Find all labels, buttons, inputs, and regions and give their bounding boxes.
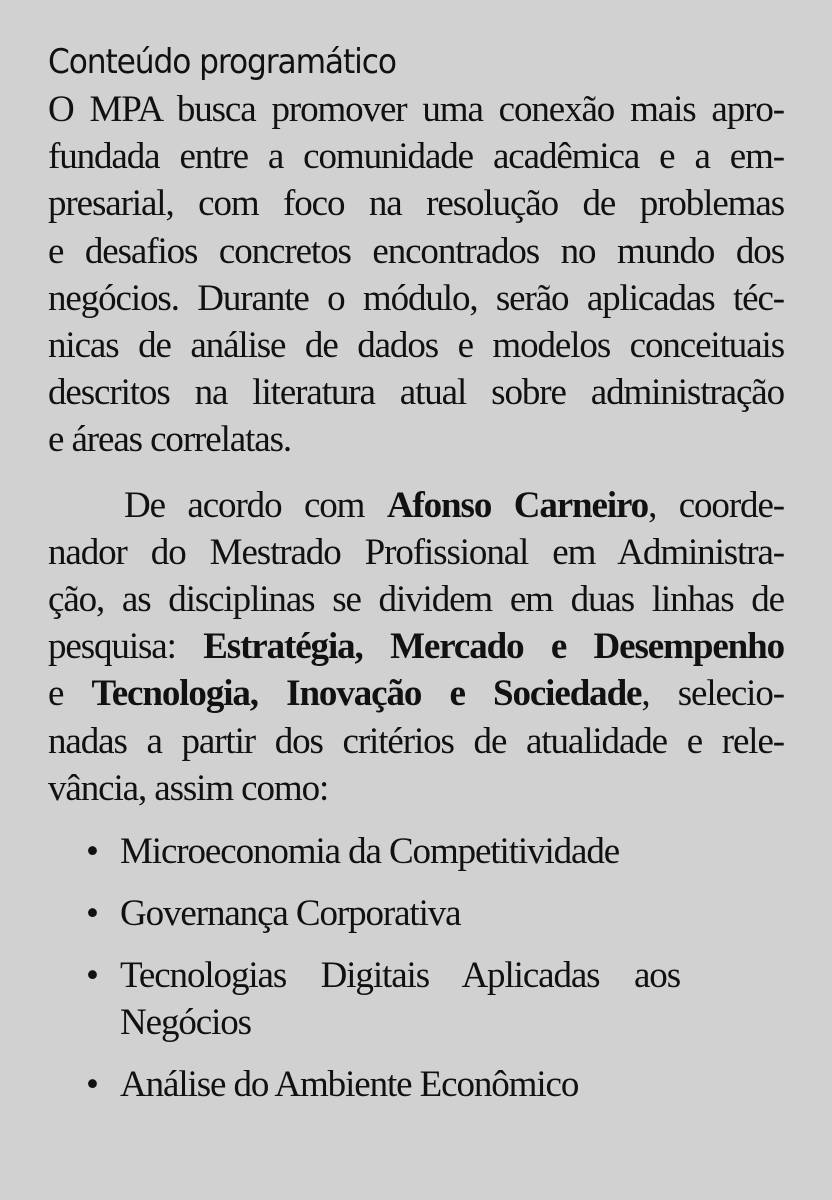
list-item-label: Microeconomia da Competitividade: [120, 831, 620, 873]
paragraph-intro: [48, 86, 784, 464]
bullet-icon: •: [86, 893, 98, 935]
text-run: e: [48, 673, 92, 715]
paragraph-coordinator: [48, 482, 784, 812]
text-run: , coorde-: [648, 484, 784, 526]
text-run: pesquisa:: [48, 626, 204, 668]
text-run: , selecio-: [641, 673, 784, 715]
list-item: [48, 1061, 784, 1108]
list-item: [48, 952, 680, 1046]
text-run: De acordo com: [124, 484, 387, 526]
text-line: [48, 482, 784, 529]
section-heading: Conteúdo programático: [48, 42, 396, 82]
text-line: e áreas correlatas.: [48, 419, 292, 461]
bullet-icon: •: [86, 831, 98, 873]
text-line: nicas de análise de dados e modelos conceituais: [48, 325, 784, 367]
text-line: descritos na literatura atual sobre administração: [48, 372, 784, 414]
text-line: e desafios concretos encontrados no mundo dos: [48, 230, 784, 272]
bullet-icon: •: [86, 955, 98, 997]
text-line: [48, 623, 784, 670]
text-line: fundada entre a comunidade acadêmica e a em-: [48, 136, 784, 178]
list-item: [48, 828, 784, 875]
coordinator-name: Afonso Carneiro: [386, 484, 649, 526]
text-line: nador do Mestrado Profissional em Administra-: [48, 531, 784, 573]
text-line: presarial, com foco na resolução de problemas: [48, 183, 784, 225]
bullet-icon: •: [86, 1064, 98, 1106]
discipline-list: [48, 828, 784, 1108]
text-line: vância, assim como:: [48, 767, 329, 809]
list-item-label: Tecnologias Digitais Aplicadas aos Negócios: [120, 955, 680, 1044]
text-line: ção, as disciplinas se dividem em duas linhas de: [48, 579, 784, 621]
text-line: O MPA busca promover uma conexão mais apro-: [48, 89, 784, 130]
text-line: negócios. Durante o módulo, serão aplicadas téc-: [48, 277, 784, 319]
list-item: [48, 890, 784, 937]
list-item-label: Governança Corporativa: [120, 893, 461, 935]
research-line-1: Estratégia, Mercado e Desempenho: [203, 626, 784, 668]
text-line: nadas a partir dos critérios de atualidade e rele-: [48, 720, 784, 762]
list-item-label: Análise do Ambiente Econômico: [120, 1064, 579, 1106]
document-page: [48, 38, 784, 1123]
text-line: [48, 670, 784, 717]
research-line-2: Tecnologia, Inovação e Sociedade: [91, 673, 642, 715]
